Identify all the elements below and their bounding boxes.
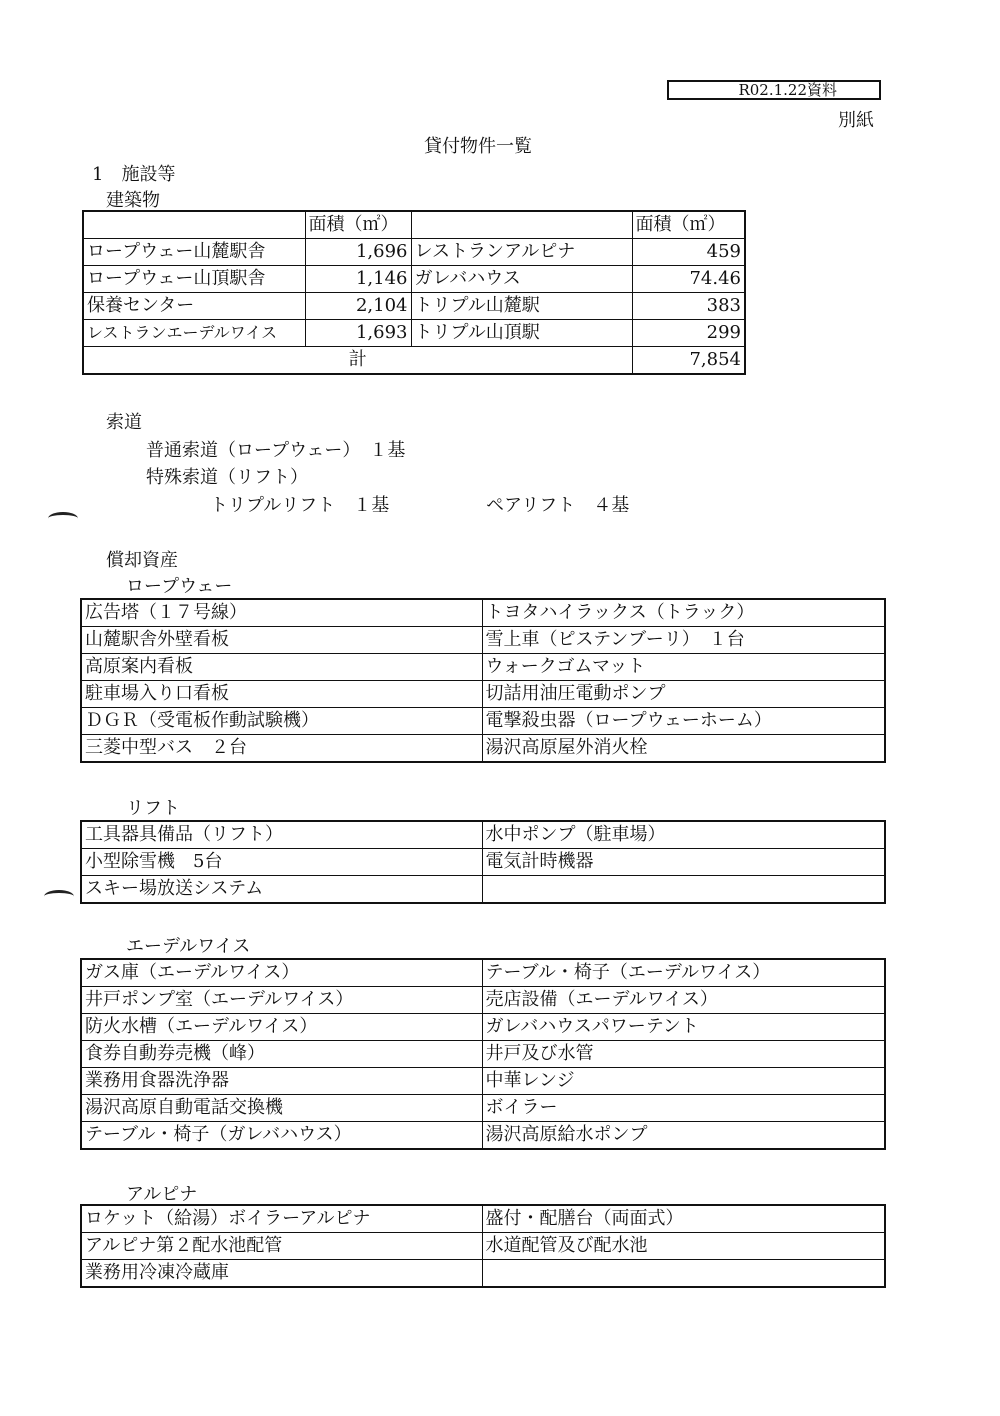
- pair-lift-line: ペアリフト ４基: [486, 495, 630, 516]
- building-area: 1,693: [305, 320, 411, 347]
- page-title: 貸付物件一覧: [424, 136, 532, 157]
- table-row: [81, 1068, 885, 1095]
- asset-item: 山麓駅舎外壁看板: [81, 627, 482, 654]
- asset-item: ボイラー: [482, 1095, 885, 1122]
- asset-group-label-edelweiss: エーデルワイス: [126, 936, 251, 957]
- asset-item: 水道配管及び配水池: [482, 1233, 885, 1260]
- table-row: [83, 320, 745, 347]
- table-row: [81, 876, 885, 904]
- asset-item: 広告塔（１７号線）: [81, 599, 482, 627]
- asset-item: 小型除雪機 5台: [81, 849, 482, 876]
- building-name: トリプル山麓駅: [411, 293, 632, 320]
- asset-item: 高原案内看板: [81, 654, 482, 681]
- asset-item: 井戸ポンプ室（エーデルワイス）: [81, 987, 482, 1014]
- table-row: [81, 1233, 885, 1260]
- building-area: 1,696: [305, 239, 411, 266]
- asset-item: [482, 1260, 885, 1288]
- table-row: [81, 1205, 885, 1233]
- asset-item: 中華レンジ: [482, 1068, 885, 1095]
- table-row: [81, 708, 885, 735]
- asset-item: 湯沢高原自動電話交換機: [81, 1095, 482, 1122]
- building-area: 2,104: [305, 293, 411, 320]
- asset-table-ropeway: [80, 598, 886, 763]
- asset-item: ロケット（給湯）ボイラーアルピナ: [81, 1205, 482, 1233]
- asset-item: ガス庫（エーデルワイス）: [81, 959, 482, 987]
- table-row: [81, 987, 885, 1014]
- punch-hole-mark: [48, 512, 78, 525]
- punch-hole-mark: [44, 890, 74, 903]
- asset-item: 食券自動券売機（峰）: [81, 1041, 482, 1068]
- asset-item: 電撃殺虫器（ロープウェーホーム）: [482, 708, 885, 735]
- total-label: 計: [83, 347, 632, 375]
- total-value: 7,854: [632, 347, 745, 375]
- building-area: 459: [632, 239, 745, 266]
- attachment-label: 別紙: [838, 110, 874, 131]
- table-row: [81, 654, 885, 681]
- asset-item: ガレバハウスパワーテント: [482, 1014, 885, 1041]
- ropeway-label: 索道: [106, 412, 142, 433]
- asset-group-label-ropeway: ロープウェー: [126, 576, 233, 597]
- table-row: [81, 1095, 885, 1122]
- asset-item: [482, 876, 885, 904]
- asset-item: スキー場放送システム: [81, 876, 482, 904]
- area-header: 面積（㎡）: [632, 211, 745, 239]
- asset-item: ウォークゴムマット: [482, 654, 885, 681]
- total-row: [83, 347, 745, 375]
- asset-item: ＤＧＲ（受電板作動試験機）: [81, 708, 482, 735]
- table-row: [81, 959, 885, 987]
- table-cell: [83, 211, 305, 239]
- building-area: 74.46: [632, 266, 745, 293]
- building-name: 保養センター: [83, 293, 305, 320]
- triple-lift-line: トリプルリフト １基: [210, 495, 390, 516]
- table-row: [81, 627, 885, 654]
- table-cell: [411, 211, 632, 239]
- table-row: [81, 599, 885, 627]
- asset-item: 電気計時機器: [482, 849, 885, 876]
- table-header-row: [83, 211, 745, 239]
- asset-item: 防火水槽（エーデルワイス）: [81, 1014, 482, 1041]
- table-row: [81, 821, 885, 849]
- table-row: [83, 239, 745, 266]
- table-row: [81, 735, 885, 763]
- table-row: [81, 1041, 885, 1068]
- asset-item: 盛付・配膳台（両面式）: [482, 1205, 885, 1233]
- asset-table-alpina: [80, 1204, 886, 1288]
- asset-item: テーブル・椅子（ガレバハウス）: [81, 1122, 482, 1150]
- building-name: レストランアルピナ: [411, 239, 632, 266]
- asset-item: アルピナ第２配水池配管: [81, 1233, 482, 1260]
- area-header: 面積（㎡）: [305, 211, 411, 239]
- asset-item: 売店設備（エーデルワイス）: [482, 987, 885, 1014]
- asset-item: テーブル・椅子（エーデルワイス）: [482, 959, 885, 987]
- table-row: [81, 1014, 885, 1041]
- table-row: [81, 1122, 885, 1150]
- buildings-table: [82, 210, 746, 375]
- table-row: [83, 293, 745, 320]
- asset-item: 湯沢高原給水ポンプ: [482, 1122, 885, 1150]
- asset-item: 雪上車（ピステンブーリ） １台: [482, 627, 885, 654]
- table-row: [83, 266, 745, 293]
- building-area: 299: [632, 320, 745, 347]
- building-name: ガレバハウス: [411, 266, 632, 293]
- section-heading-facilities: 1 施設等: [92, 164, 176, 185]
- asset-group-label-alpina: アルピナ: [126, 1184, 198, 1205]
- asset-item: 湯沢高原屋外消火栓: [482, 735, 885, 763]
- building-name: トリプル山頂駅: [411, 320, 632, 347]
- asset-item: 工具器具備品（リフト）: [81, 821, 482, 849]
- table-row: [81, 849, 885, 876]
- building-area: 1,146: [305, 266, 411, 293]
- assets-label: 償却資産: [106, 550, 178, 571]
- asset-table-lift: [80, 820, 886, 904]
- asset-item: 業務用食器洗浄器: [81, 1068, 482, 1095]
- asset-group-label-lift: リフト: [126, 798, 180, 819]
- buildings-label: 建築物: [106, 190, 160, 211]
- asset-item: 井戸及び水管: [482, 1041, 885, 1068]
- asset-item: トヨタハイラックス（トラック）: [482, 599, 885, 627]
- asset-item: 切詰用油圧電動ポンプ: [482, 681, 885, 708]
- asset-item: 水中ポンプ（駐車場）: [482, 821, 885, 849]
- building-area: 383: [632, 293, 745, 320]
- building-name: レストランエーデルワイス: [83, 320, 305, 347]
- table-row: [81, 1260, 885, 1288]
- building-name: ロープウェー山頂駅舎: [83, 266, 305, 293]
- asset-table-edelweiss: [80, 958, 886, 1150]
- building-name: ロープウェー山麓駅舎: [83, 239, 305, 266]
- special-ropeway-line: 特殊索道（リフト）: [146, 467, 308, 488]
- date-reference-box: R02.1.22資料: [667, 80, 881, 100]
- table-row: [81, 681, 885, 708]
- normal-ropeway-line: 普通索道（ロープウェー） １基: [146, 440, 406, 461]
- asset-item: 駐車場入り口看板: [81, 681, 482, 708]
- asset-item: 三菱中型バス ２台: [81, 735, 482, 763]
- asset-item: 業務用冷凍冷蔵庫: [81, 1260, 482, 1288]
